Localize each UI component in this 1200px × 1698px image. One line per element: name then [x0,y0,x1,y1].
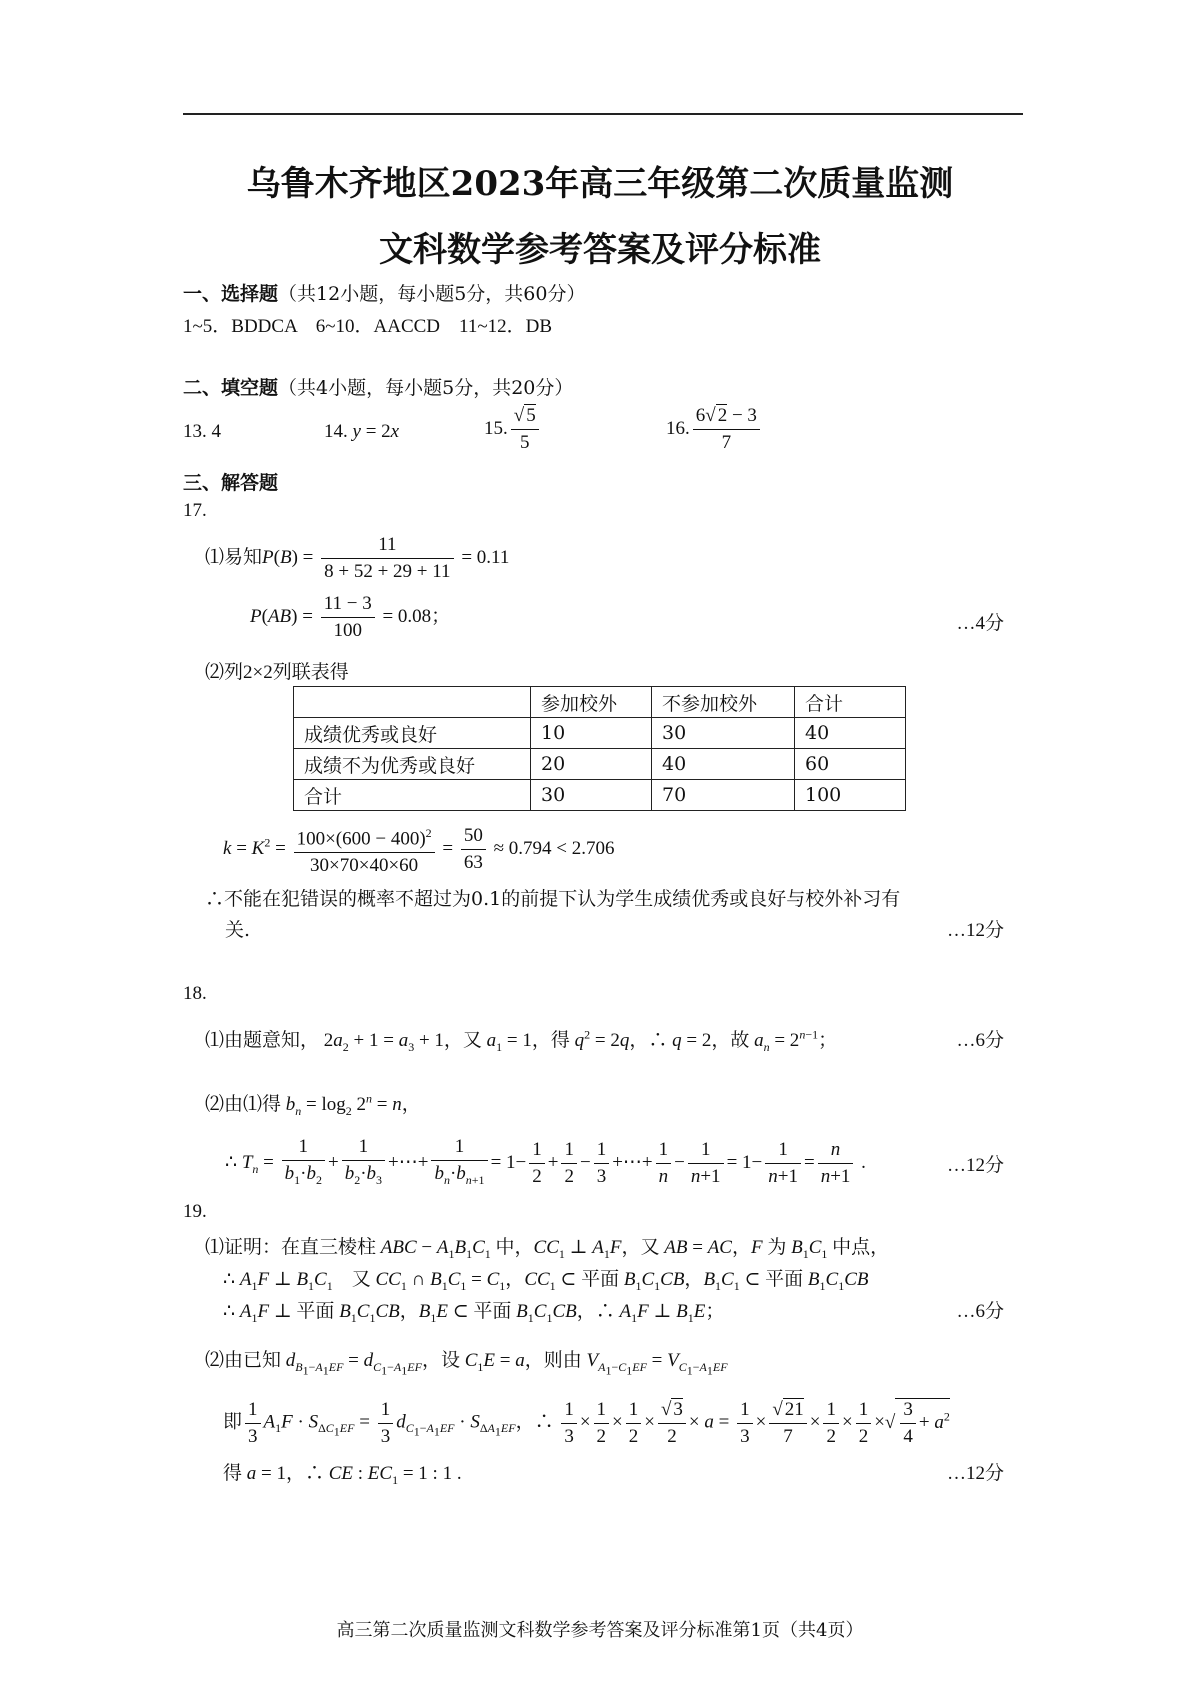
table-cell: 20 [531,749,652,780]
table-row [294,749,906,780]
q19-part1-line3: ∴ $A_1F$ ⊥ 平面 $B_1C_1CB$，$B_1E$ ⊂ 平面 $B_1C_1CB$，∴ $A_1F$ ⊥ $B_1E$； [223,1301,725,1325]
table-cell: 40 [652,749,795,780]
choice-answers: 1~5．BDDCA 6~10．AACCD 11~12．DB [183,316,552,337]
section-choice-title: 一、选择题 [183,283,279,305]
q18-part2-sum: ∴ $T_n$ = $\frac{1}{b_1\cdot b_2}$ + $\frac{1}{b_2\cdot b_3}$ +⋯+ $\frac{1}{b_n\cdot b_{n+1}}$ = 1− $\frac{1}{2}$ + $\frac{1}{2}$ − $\frac{1}{3}$ +⋯+ $\frac{1}{n}$ − $\frac{1}{n+1}$ = 1− $\frac{1}{n+1}$ = $\frac{n}{n+1}$ . [225,1136,866,1187]
table-cell: 合计 [795,687,906,718]
page-footer: 高三第二次质量监测文科数学参考答案及评分标准第1页（共4页） [336,1620,864,1641]
table-cell: 合计 [294,780,531,811]
q19-number: 19. [183,1201,207,1222]
q19-part1-line1: ⑴证明：在直三棱柱 ABC − $A_1B_1C_1$ 中，$CC_1$ ⊥ $A_1F$，又 AB = AC，F 为 $B_1C_1$ 中点， [205,1237,890,1261]
table-row [294,718,906,749]
section-solve-heading: 三、解答题 [183,472,279,494]
q18-score2: …12分 [946,1155,1004,1176]
q17-score1: …4分 [956,613,1004,634]
q18-part2-line1: ⑵由⑴得 $b_n = \log_2 2^n = n$， [205,1091,421,1118]
q17-score2: …12分 [946,920,1004,941]
table-cell: 40 [795,718,906,749]
table-cell: 30 [531,780,652,811]
q17-part1-line1: ⑴易知P(B) = $\frac{11}{8 + 52 + 29 + 11}$ = 0.11 [205,534,510,582]
q19-part1-line2: ∴ $A_1F$ ⊥ $B_1C_1$ 又 $CC_1$ ∩ $B_1C_1 = C_1$，$CC_1$ ⊂ 平面 $B_1C_1CB$，$B_1C_1$ ⊂ 平面 $B_1C_1CB$ [223,1269,869,1293]
answer-16: 16. $\frac{6√ 2 - 3}{7}$ [666,405,763,454]
section-fill-note: （共4小题，每小题5分，共20分） [278,377,574,399]
q19-part2-line3: 得 a = 1，∴ CE : $EC_1 = 1$ : 1 . [223,1463,462,1487]
q18-number: 18. [183,983,207,1004]
table-cell: 成绩优秀或良好 [294,718,531,749]
page-subtitle: 文科数学参考答案及评分标准 [379,230,821,270]
table-cell: 10 [531,718,652,749]
q19-score1: …6分 [956,1301,1004,1322]
section-fill-title: 二、填空题 [183,377,279,399]
table-cell: 成绩不为优秀或良好 [294,749,531,780]
page-title: 乌鲁木齐地区2023年高三年级第二次质量监测 [246,164,954,204]
table-cell: 60 [795,749,906,780]
answer-14: 14. y = 2x [324,421,400,442]
section-fill-heading [183,373,573,400]
table-cell: 30 [652,718,795,749]
q18-score1: …6分 [956,1030,1004,1051]
q17-part1-line2: P(AB) = $\frac{11 - 3}{100}$ = 0.08； [250,593,451,641]
q17-conclusion-line2: 关. [225,919,251,941]
q19-score2: …12分 [946,1463,1004,1484]
table-cell: 70 [652,780,795,811]
section-choice-heading [183,279,585,306]
section-choice-note: （共12小题，每小题5分，共60分） [278,283,586,305]
table-cell: 100 [795,780,906,811]
q17-chi-square: $k = K^2$ = $\frac{100\times(600 - 400)^2}{30\times 70\times 40\times 60}$ = $\frac{50}{63}$ ≈ 0.794 < 2.706 [223,822,615,877]
q17-number: 17. [183,500,207,521]
table-row [294,687,906,718]
contingency-table [293,686,906,811]
table-cell: 参加校外 [531,687,652,718]
q19-part2-line1: ⑵由已知 $d_{B_1-A_1EF} = d_{C_1-A_1EF}$，设 $C_1E = a$，则由 $V_{A_1-C_1EF} = V_{C_1-A_1EF}$ [205,1350,728,1378]
table-cell: 不参加校外 [652,687,795,718]
q17-part2-intro: ⑵列2×2列联表得 [205,662,349,683]
answer-15: 15. $\frac{√ 5}{5}$ [484,405,542,454]
answer-13: 13. 4 [183,421,221,442]
q19-part2-line2: 即 $\frac{1}{3}$ $A_1F \cdot S_{\Delta C_1EF}$ = $\frac{1}{3}$ $d_{C_1-A_1EF} \cdot S_{\Delta A_1EF}$，∴ $\frac{1}{3}$ × $\frac{1}{2}$ × $\frac{1}{2}$ × $\frac{√ 3}{2}$ × a = $\frac{1}{3}$ × $\frac{√ 21}{7}$ × $\frac{1}{2}$ × $\frac{1}{2}$ ×√ $\frac{3}{4}$ + $a^2$ [223,1398,950,1447]
table-cell [294,687,531,718]
q18-part1: ⑴由题意知， $2a_2 + 1 = a_3 + 1$，又 $a_1 = 1$，得 $q^2 = 2q$，∴ q = 2，故 $a_n = 2^{n-1}$； [205,1027,838,1054]
table-row [294,780,906,811]
q17-conclusion-line1: ∴不能在犯错误的概率不超过为0.1的前提下认为学生成绩优秀或良好与校外补习有 [205,888,901,910]
top-rule [183,113,1023,115]
